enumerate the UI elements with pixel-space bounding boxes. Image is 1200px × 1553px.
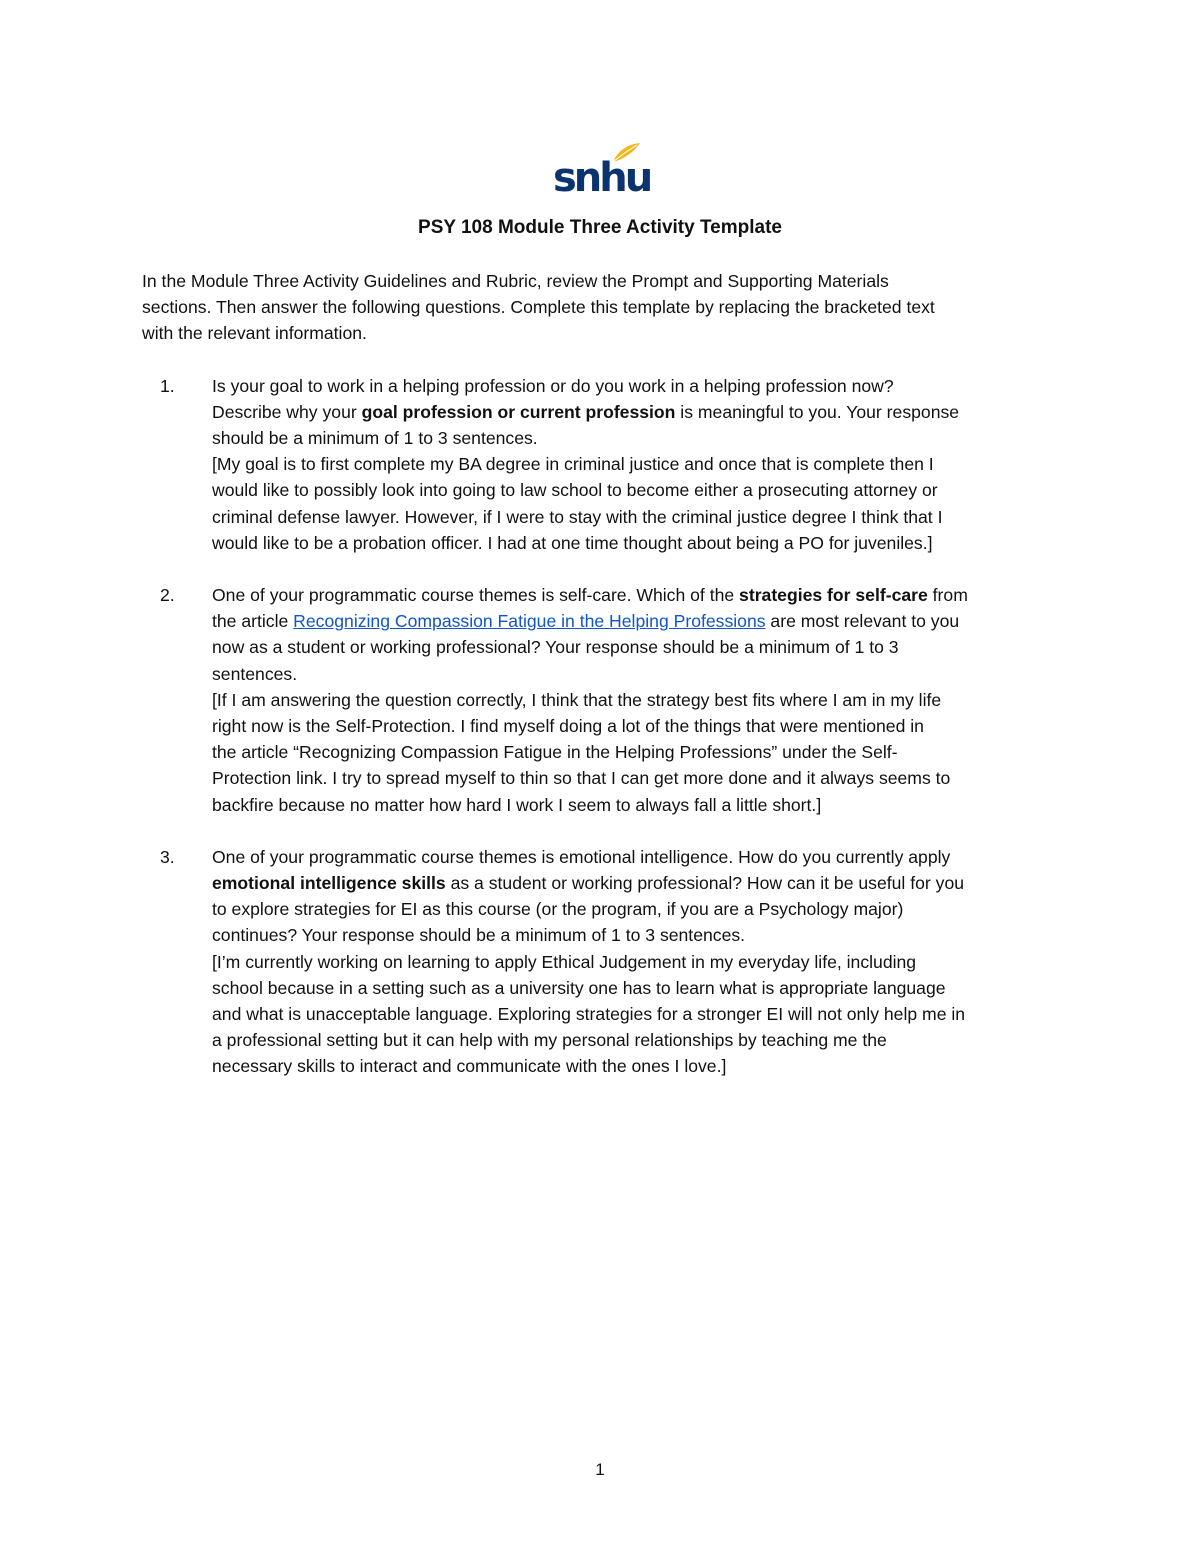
answer-line[interactable]: [I’m currently working on learning to apply Ethical Judgement in my everyday life, including bbox=[212, 951, 917, 972]
question-text: to explore strategies for EI as this course (or the program, if you are a Psychology major) bbox=[212, 899, 904, 920]
question-emphasis: strategies for self-care bbox=[739, 585, 928, 606]
answer-line[interactable]: would like to be a probation officer. I had at one time thought about being a PO for juveniles.] bbox=[212, 532, 933, 553]
question-number: 2. bbox=[160, 585, 175, 606]
page-title: PSY 108 Module Three Activity Template bbox=[418, 217, 782, 238]
question-text bbox=[212, 582, 1062, 608]
question-text-segment: are most relevant to you bbox=[765, 611, 960, 632]
answer-line[interactable]: right now is the Self-Protection. I find myself doing a lot of the things that were mentioned in bbox=[212, 716, 924, 737]
question-text: One of your programmatic course themes is emotional intelligence. How do you currently apply bbox=[212, 846, 951, 867]
answer-line[interactable]: would like to possibly look into going to law school to become either a prosecuting attorney or bbox=[212, 480, 938, 501]
question-text-segment: the article bbox=[212, 611, 294, 632]
question-number: 1. bbox=[160, 375, 175, 396]
question-text: should be a minimum of 1 to 3 sentences. bbox=[212, 428, 538, 449]
answer-line[interactable]: the article “Recognizing Compassion Fatigue in the Helping Professions” under the Self- bbox=[212, 742, 898, 763]
question-text: continues? Your response should be a minimum of 1 to 3 sentences. bbox=[212, 925, 746, 946]
question-text-segment: One of your programmatic course themes is self-care. Which of the bbox=[212, 585, 740, 606]
question-text-segment: Describe why your bbox=[212, 401, 362, 422]
answer-line[interactable]: school because in a setting such as a university one has to learn what is appropriate language bbox=[212, 977, 946, 998]
question-text: sentences. bbox=[212, 663, 298, 684]
intro-line: sections. Then answer the following questions. Complete this template by replacing the bracketed text bbox=[142, 297, 935, 318]
question-number: 3. bbox=[160, 846, 175, 867]
question-text-segment: as a student or working professional? How can it be useful for you bbox=[445, 873, 965, 894]
answer-line[interactable]: backfire because no matter how hard I work I seem to always fall a little short.] bbox=[212, 794, 822, 815]
answer-line[interactable]: criminal defense lawyer. However, if I were to stay with the criminal justice degree I think that I bbox=[212, 506, 943, 527]
question-item-3 bbox=[142, 844, 1062, 1080]
answer-line[interactable]: and what is unacceptable language. Exploring strategies for a stronger EI will not only help me in bbox=[212, 1004, 966, 1025]
question-list bbox=[142, 373, 1062, 1080]
intro-line: with the relevant information. bbox=[142, 323, 367, 344]
answer-line[interactable]: [My goal is to first complete my BA degree in criminal justice and once that is complete then I bbox=[212, 454, 934, 475]
document-body bbox=[142, 268, 1062, 1106]
answer-line[interactable]: Protection link. I try to spread myself to thin so that I can get more done and it always seems to bbox=[212, 768, 951, 789]
question-text bbox=[212, 870, 1062, 896]
snhu-logo bbox=[553, 140, 651, 204]
logo-wordmark: snhu bbox=[553, 155, 651, 201]
question-item-1 bbox=[142, 373, 1062, 556]
question-text bbox=[212, 608, 1062, 634]
intro-line: In the Module Three Activity Guidelines and Rubric, review the Prompt and Supporting Materials bbox=[142, 271, 889, 291]
question-text: now as a student or working professional? Your response should be a minimum of 1 to 3 bbox=[212, 637, 899, 658]
question-item-2 bbox=[142, 582, 1062, 818]
answer-line[interactable]: [If I am answering the question correctly, I think that the strategy best fits where I am in my life bbox=[212, 689, 942, 710]
question-emphasis: goal profession or current profession bbox=[361, 401, 676, 422]
page-number: 1 bbox=[595, 1460, 605, 1479]
article-link[interactable]: Recognizing Compassion Fatigue in the Helping Professions bbox=[293, 611, 766, 632]
question-emphasis: emotional intelligence skills bbox=[212, 873, 446, 894]
question-text-segment: is meaningful to you. Your response bbox=[675, 401, 960, 422]
answer-line[interactable]: a professional setting but it can help with my personal relationships by teaching me the bbox=[212, 1030, 887, 1051]
question-text-segment: from bbox=[927, 585, 968, 606]
intro-paragraph bbox=[142, 268, 1062, 347]
question-text bbox=[212, 399, 1062, 425]
answer-line[interactable]: necessary skills to interact and communicate with the ones I love.] bbox=[212, 1056, 727, 1077]
question-text: Is your goal to work in a helping profession or do you work in a helping profession now? bbox=[212, 375, 894, 396]
